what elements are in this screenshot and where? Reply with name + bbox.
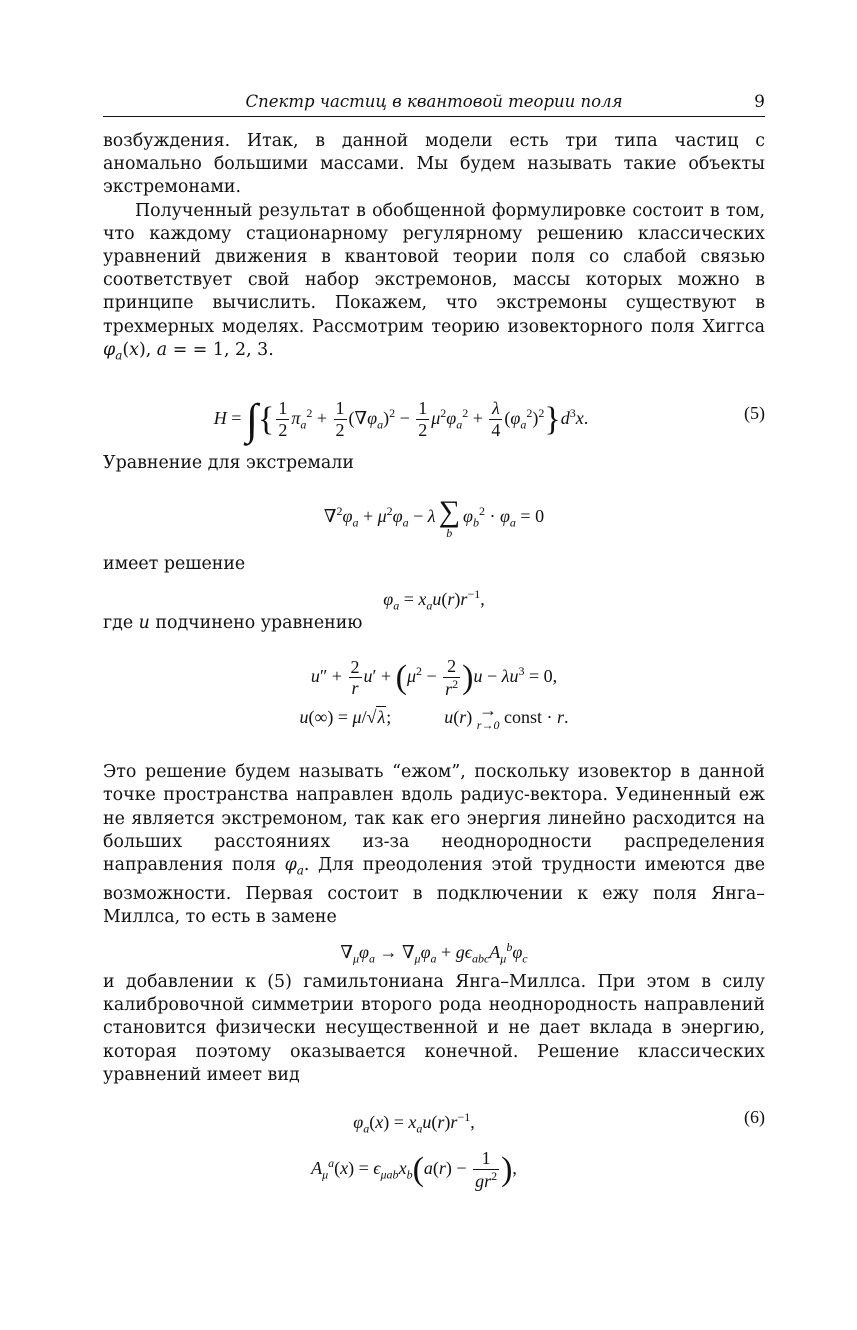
paragraph-5-text-b: подчинено уравнению [155, 612, 363, 633]
equation-6: $\varphi_a(x) = x_au(r)r^{-1}$, (6) [103, 1101, 765, 1133]
equation-radial: u″ + $\frac{2}{r}$ $u' + (\mu^2$ − $\frac{2}{r^2}$ )$u - \lambda u^3 = 0$, [310, 656, 558, 699]
paragraph-5-text-a: где [103, 612, 134, 633]
paragraph-4: имеет решение [103, 553, 246, 574]
running-title: Спектр частиц в квантовой теории поля [245, 92, 623, 111]
paragraph-2: Полученный результат в обобщенной формулировке состоит в том, что каждому стационарному регулярному решению классических уравнений движения в квантовой теории поля со слабой связью соответствует свой набор экстремонов, массы которых можно в принципе вычислить. Покажем, что экстремоны существуют в трехмерных моделях. Рассмотрим теорию изовекторного поля Хиггса $\varphi_a(x)$, a = = 1, 2, 3. [103, 200, 765, 363]
equation-boundary: u(∞) = μ/√λ; u(r) → r→0 const · r. [299, 700, 569, 733]
paragraph-1: возбуждения. Итак, в данной модели есть три типа частиц с аномально большими массами. Мы будем называть такие объекты экстремонами. [103, 131, 765, 198]
paragraph-3: Уравнение для экстремали [103, 452, 354, 473]
paragraph-2-text: Полученный результат в обобщенной формулировке состоит в том, что каждому стационарному регулярному решению классических уравнений движения в квантовой теории поля со слабой связью соответствует свой набор экстремонов, массы которых можно в принципе вычислить. Покажем, что экстремоны существуют в трехмерных моделях. Рассмотрим теорию изовекторного поля Хиггса [103, 200, 765, 337]
equation-extremal: $\nabla^2\varphi_a + \mu^2\varphi_a - \lambda$ ∑ b $\varphi_b^2 \cdot \varphi_a = 0$ [323, 494, 545, 540]
equation-covariant: $\nabla_\mu\varphi_a \to \nabla_\mu\varphi_a + g\epsilon_{abc}A_\mu^b\varphi_c$ [340, 940, 528, 966]
equation-6-gauge: $A_\mu^a(x) = \epsilon_{\mu ab}x_b(a(r)$ − $\frac{1}{gr^2}$ ), [311, 1148, 517, 1191]
paragraph-7: и добавлении к (5) гамильтониана Янга–Миллса. При этом в силу калибровочной симметрии второго рода неоднородность направлений становится физически несущественной и не дает вклада в энергию, которая поэтому оказывается конечной. Решение классических уравнений имеет вид [103, 972, 765, 1085]
paragraph-6-text-a: Это решение будем называть “ежом”, поскольку изовектор в данной точке пространства направлен вдоль радиус-вектора. Уединенный еж не является экстремоном, так как его энергия линейно расходится на больших расстояниях из-за неоднородности распределения направления поля [103, 762, 765, 875]
paragraph-5: где u подчинено уравнению [103, 612, 363, 633]
paragraph-6: Это решение будем называть “ежом”, поскольку изовектор в данной точке пространства направлен вдоль радиус-вектора. Уединенный еж не является экстремоном, так как его энергия линейно расходится на больших расстояниях из-за неоднородности распределения направления поля $\varphi_a$. Для преодоления этой трудности имеются две возможности. Первая состоит в подключении к ежу поля Янга–Миллса, то есть в замене [103, 762, 765, 927]
equation-6-tag: (6) [744, 1107, 765, 1128]
equation-5-tag: (5) [744, 402, 765, 423]
page [103, 88, 765, 1193]
equation-hedgehog: $\varphi_a = x_au(r)r^{-1}$, [383, 586, 485, 613]
equation-5: H = ∫{ $\frac{1}{2}$ $\pi_a^2$ + $\frac{1}{2}$ $(\nabla\varphi_a)^2$ − $\frac{1}{2}$ $\mu^2\varphi_a^2$ + $\frac{\lambda}{4}$ $(\varphi_a^2)^2\}d^3x$. (5) [103, 382, 765, 444]
paragraph-6-text-b: . Для преодоления этой трудности имеются две возможности. Первая состоит в подключении к ежу поля Янга–Миллса, то есть в замене [103, 854, 765, 927]
page-number: 9 [754, 92, 765, 112]
running-header [103, 88, 765, 117]
